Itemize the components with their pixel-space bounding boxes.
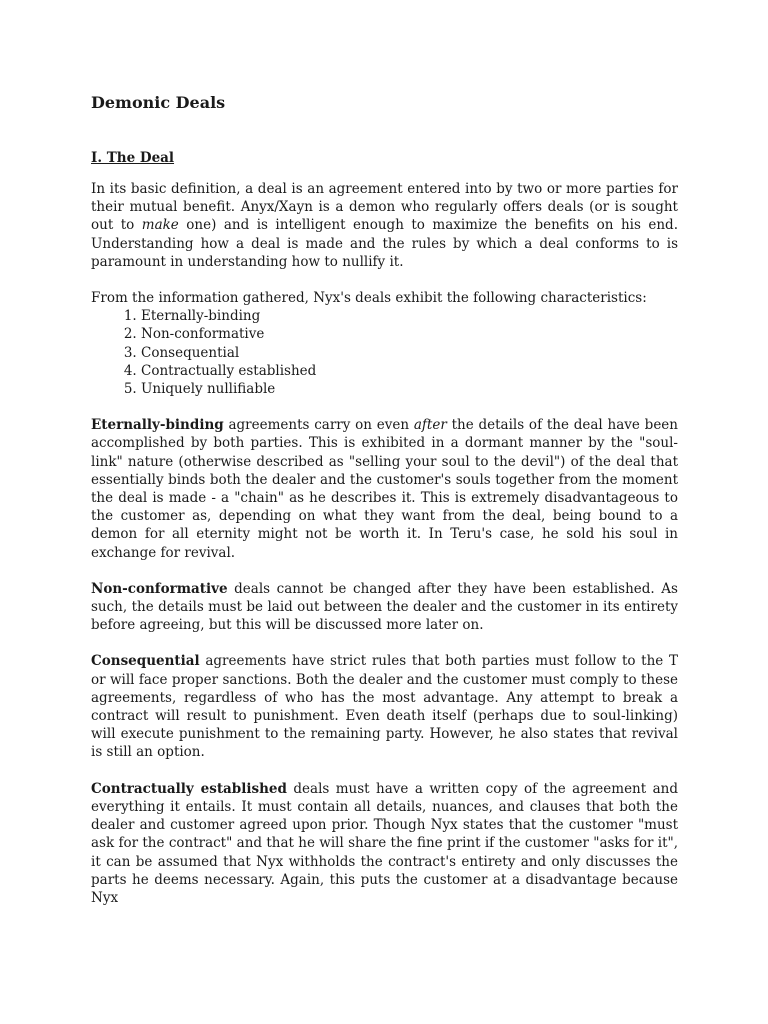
non-conformative-term: Non-conformative <box>91 580 228 597</box>
eternally-binding-paragraph <box>91 416 678 562</box>
contractually-established-paragraph <box>91 780 678 907</box>
non-conformative-paragraph <box>91 580 678 635</box>
intro-emphasis: make <box>141 217 179 234</box>
consequential-text: agreements have strict rules that both parties must follow to the T or will face proper sanctions. Both the dealer and the customer must comply to these agreements, regardless of who has the most advantage. Any attempt to break a contract will result to punishment. Even death itself (perhaps due to soul-linking) will execute punishment to the remaining party. However, he also states that revival is still an option. <box>91 653 678 761</box>
contractually-established-text: deals must have a written copy of the agreement and everything it entails. It must contain all details, nuances, and clauses that both the dealer and customer agreed upon prior. Though Nyx states that the customer "must ask for the contract" and that he will share the fine print if the customer "asks for it", it can be assumed that Nyx withholds the contract's entirety and only discusses the parts he deems necessary. Again, this puts the customer at a disadvantage because Nyx <box>91 780 679 906</box>
list-item: 3. Consequential <box>141 344 678 362</box>
list-item: 2. Non-conformative <box>141 325 678 343</box>
list-item: 1. Eternally-binding <box>141 307 678 325</box>
characteristics-list <box>91 307 678 398</box>
document-title: Demonic Deals <box>91 93 226 112</box>
eternally-text-b: the details of the deal have been accomplished by both parties. This is exhibited in a dormant manner by the "soul-link" nature (otherwise described as "selling your soul to the devil") of the deal that essentially binds both the dealer and the customer's souls together from the moment the deal is made - a "chain" as he describes it. This is extremely disadvantageous to the customer as, depending on what they want from the deal, being bound to a demon for all eternity might not be worth it. In Teru's case, he sold his soul in exchange for revival. <box>91 417 678 561</box>
list-item: 4. Contractually established <box>141 362 678 380</box>
consequential-paragraph <box>91 652 678 761</box>
list-item: 5. Uniquely nullifiable <box>141 380 678 398</box>
consequential-term: Consequential <box>91 653 200 670</box>
section-heading: I. The Deal <box>91 150 175 166</box>
intro-paragraph <box>91 180 678 271</box>
eternally-text-a: agreements carry on even <box>223 417 414 434</box>
intro-text-b: one) and is intelligent enough to maximize the benefits on his end. Understanding how a deal is made and the rules by which a deal conforms to is paramount in understanding how to nullify it. <box>91 217 678 270</box>
intro-text-a: In its basic definition, a deal is an agreement entered into by two or more parties for their mutual benefit. Anyx/Xayn is a demon who regularly offers deals (or is sought out to <box>91 181 678 234</box>
eternally-binding-term: Eternally-binding <box>91 417 224 434</box>
eternally-emphasis: after <box>413 417 447 434</box>
list-intro-paragraph: From the information gathered, Nyx's deals exhibit the following characteristics: <box>91 290 647 307</box>
contractually-established-term: Contractually established <box>91 780 287 797</box>
document-page <box>91 92 678 925</box>
non-conformative-text: deals cannot be changed after they have been established. As such, the details must be laid out between the dealer and the customer in its entirety before agreeing, but this will be discussed more later on. <box>91 580 678 634</box>
